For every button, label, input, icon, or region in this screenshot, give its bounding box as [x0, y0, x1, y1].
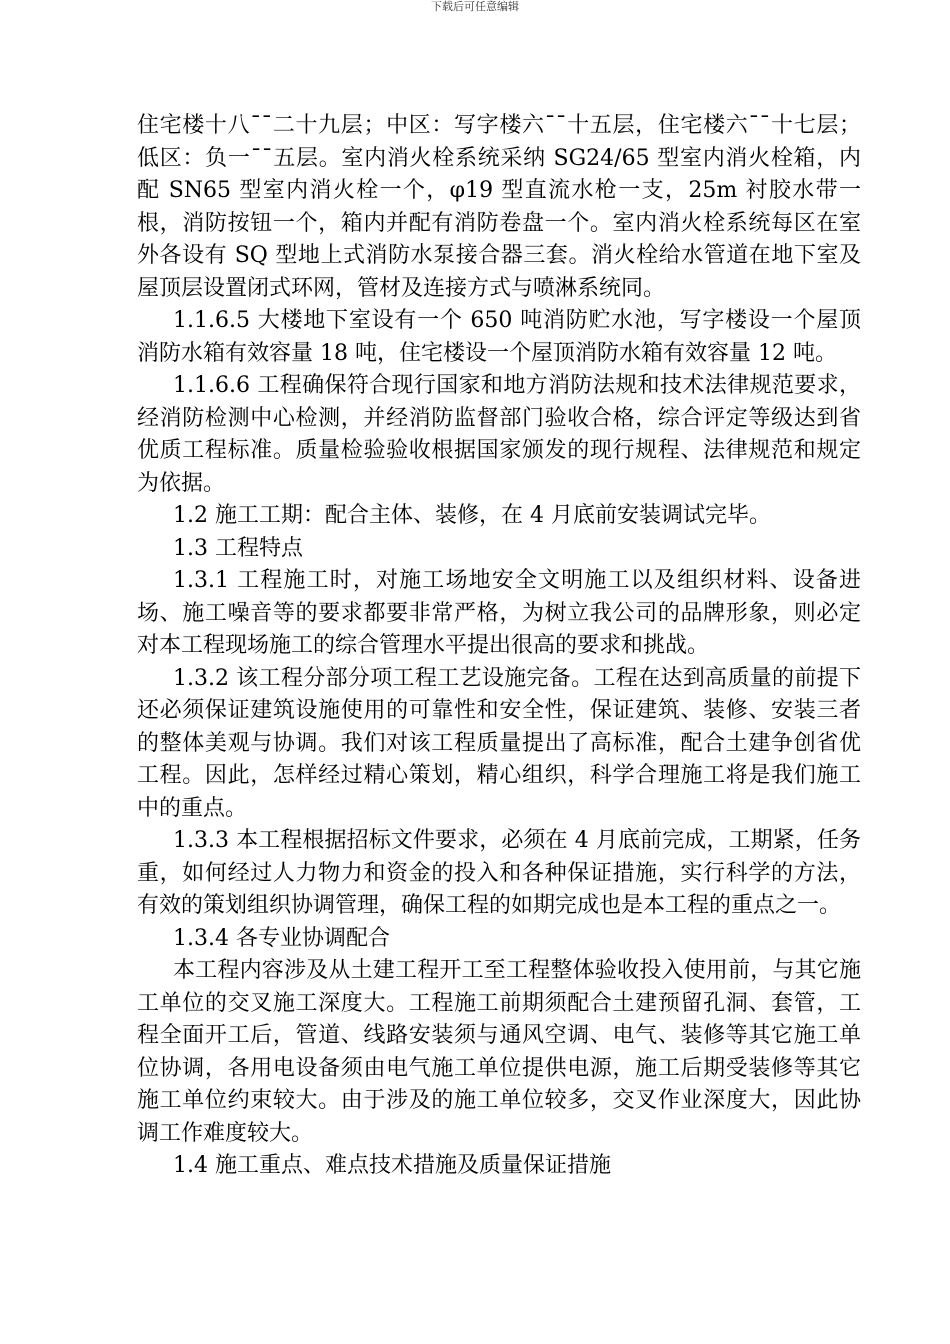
paragraph-coordination: 本工程内容涉及从土建工程开工至工程整体验收投入使用前，与其它施工单位的交叉施工深度大。工程施工前期须配合土建预留孔洞、套管，工程全面开工后，管道、线路安装须与通风空调、电气、装修等其它施工单位协调，各用电设备须由电气施工单位提供电源，施工后期受装修等其它施工单位约束较大。由于涉及的施工单位较多，交叉作业深度大，因此协调工作难度较大。 — [137, 958, 861, 1146]
heading-1-4: 1.4 施工重点、难点技术措施及质量保证措施 — [173, 1153, 611, 1178]
heading-1-3-4: 1.3.4 各专业协调配合 — [173, 925, 390, 951]
paragraph-intro: 住宅楼十八¯¯二十九层；中区：写字楼六¯¯十五层，住宅楼六¯¯十七层；低区：负一¯¯五层。室内消火栓系统采纳 SG24/65 型室内消火栓箱，内配 SN65 型室内消火栓一个，φ19 型直流水枪一支，25m 衬胶水带一根，消防按钮一个，箱内并配有消防卷盘一个。室内消火栓系统每区在室外各设有 SQ 型地上式消防水泵接合器三套。消火栓给水管道在地下室及屋顶层设置闭式环网，管材及连接方式与喷淋系统同。 — [137, 113, 861, 301]
page-header: 下载后可任意编辑 — [431, 0, 519, 13]
paragraph-1-1-6-5: 1.1.6.5 大楼地下室设有一个 650 吨消防贮水池，写字楼设一个屋顶消防水箱有效容量 18 吨，住宅楼设一个屋顶消防水箱有效容量 12 吨。 — [137, 308, 861, 366]
paragraph-1-2: 1.2 施工工期：配合主体、装修，在 4 月底前安装调试完毕。 — [173, 503, 771, 528]
paragraph-1-1-6-6: 1.1.6.6 工程确保符合现行国家和地方消防法规和技术法律规范要求，经消防检测中心检测，并经消防监督部门验收合格，综合评定等级达到省优质工程标准。质量检验验收根据国家颁发的现行规程、法律规范和规定为依据。 — [137, 373, 861, 496]
paragraph-1-3-3: 1.3.3 本工程根据招标文件要求，必须在 4 月底前完成，工期紧，任务重，如何经过人力物力和资金的投入和各种保证措施，实行科学的方法，有效的策划组织协调管理，确保工程的如期完成也是本工程的重点之一。 — [137, 828, 861, 918]
paragraph-1-3-1: 1.3.1 工程施工时，对施工场地安全文明施工以及组织材料、设备进场、施工噪音等的要求都要非常严格，为树立我公司的品牌形象，则必定对本工程现场施工的综合管理水平提出很高的要求和挑战。 — [137, 568, 861, 658]
heading-1-3: 1.3 工程特点 — [173, 535, 303, 561]
paragraph-1-3-2: 1.3.2 该工程分部分项工程工艺设施完备。工程在达到高质量的前提下还必须保证建筑设施使用的可靠性和安全性，保证建筑、装修、安装三者的整体美观与协调。我们对该工程质量提出了高标准，配合土建争创省优工程。因此，怎样经过精心策划，精心组织，科学合理施工将是我们施工中的重点。 — [137, 665, 861, 821]
document-body — [137, 110, 861, 1183]
